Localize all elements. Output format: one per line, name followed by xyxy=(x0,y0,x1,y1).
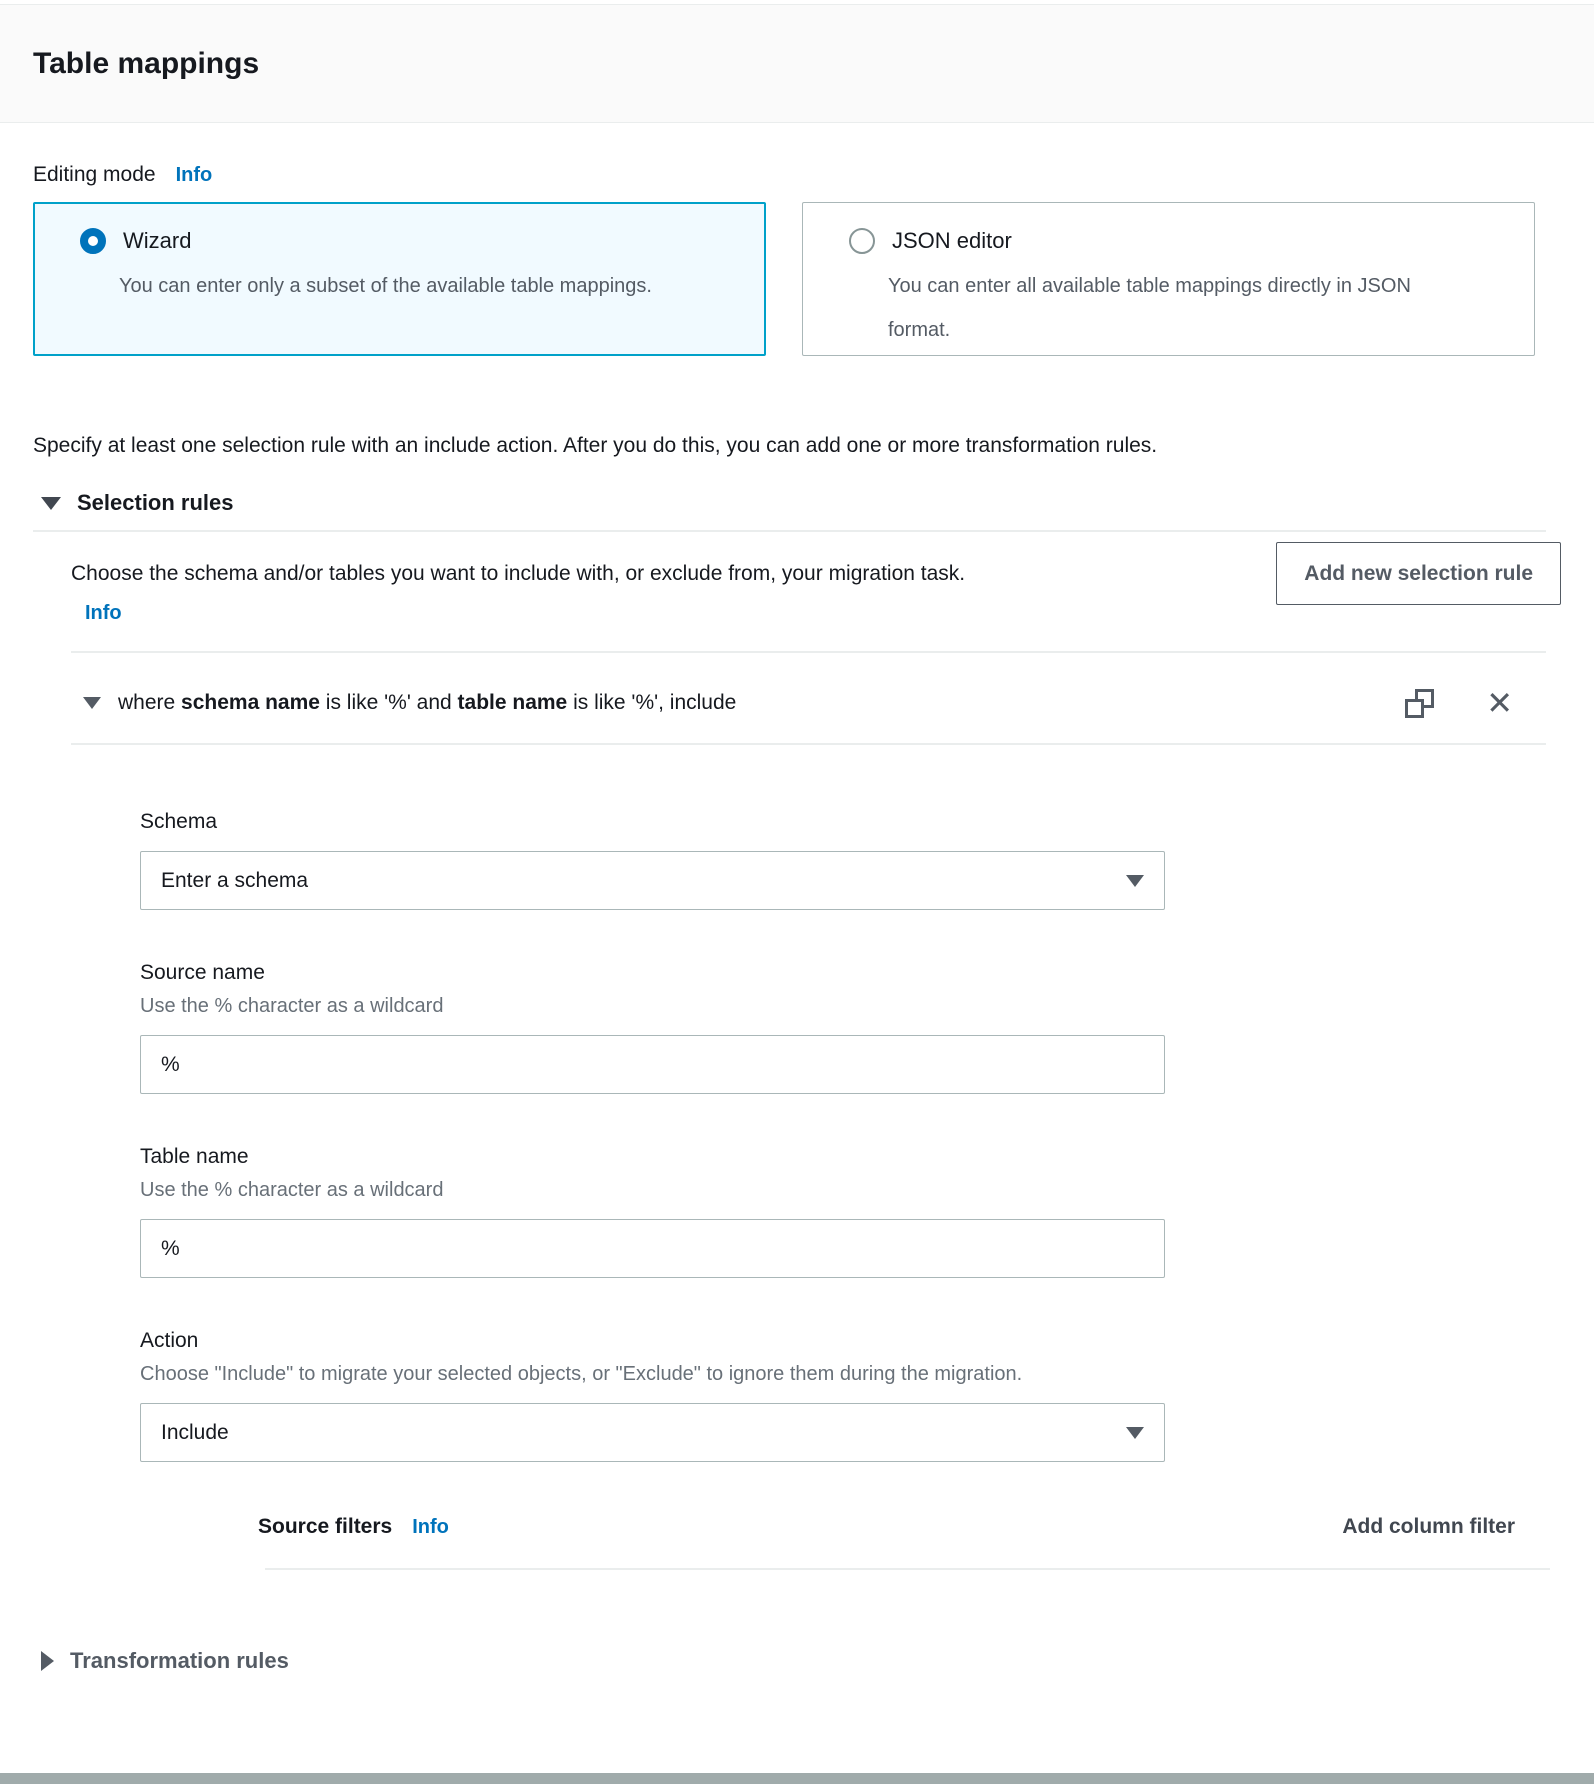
chevron-down-icon[interactable] xyxy=(83,697,101,709)
json-editor-option-label: JSON editor xyxy=(892,228,1012,253)
remove-rule-icon[interactable]: ✕ xyxy=(1486,685,1513,721)
add-selection-rule-button[interactable]: Add new selection rule xyxy=(1276,542,1561,605)
editing-mode-options xyxy=(33,202,1561,356)
summary-part: is like '%', include xyxy=(567,691,737,714)
divider xyxy=(265,1568,1550,1570)
panel-header xyxy=(0,4,1594,123)
transformation-rules-header[interactable] xyxy=(41,1648,1561,1674)
source-name-hint: Use the % character as a wildcard xyxy=(140,995,444,1017)
schema-select-value: Enter a schema xyxy=(161,868,309,892)
editing-mode-option-wizard[interactable] xyxy=(33,202,766,356)
schema-label: Schema xyxy=(140,810,218,833)
wizard-radio-selected-icon[interactable] xyxy=(80,228,106,254)
caret-down-icon xyxy=(1126,875,1144,887)
source-filters-info-link[interactable]: Info xyxy=(412,1516,449,1538)
table-name-input[interactable] xyxy=(140,1219,1165,1278)
editing-mode-option-json-editor[interactable] xyxy=(802,202,1535,356)
add-column-filter-button[interactable]: Add column filter xyxy=(1342,1515,1515,1538)
duplicate-rule-icon[interactable] xyxy=(1405,689,1434,718)
rule-action-icons xyxy=(1405,687,1513,719)
json-editor-option-head xyxy=(849,228,1510,254)
action-select-value: Include xyxy=(161,1420,229,1444)
copy-icon-front xyxy=(1405,699,1424,718)
json-editor-radio-icon[interactable] xyxy=(849,228,875,254)
summary-part: is like '%' and xyxy=(319,691,458,714)
summary-table-name: table name xyxy=(457,691,568,714)
source-name-input[interactable] xyxy=(140,1035,1165,1094)
divider xyxy=(33,530,1546,532)
action-select[interactable] xyxy=(140,1403,1165,1462)
source-filters-row xyxy=(258,1512,1515,1542)
divider xyxy=(71,743,1546,745)
selection-rule-form xyxy=(140,809,1561,1570)
selection-rules-description xyxy=(71,542,986,633)
editing-mode-info-link[interactable]: Info xyxy=(175,164,213,186)
table-name-field-group xyxy=(140,1144,1165,1278)
caret-down-icon xyxy=(1126,1427,1144,1439)
summary-schema-name: schema name xyxy=(181,691,320,714)
table-name-hint: Use the % character as a wildcard xyxy=(140,1179,444,1201)
editing-mode-label: Editing mode xyxy=(33,163,156,186)
window-bottom-bar xyxy=(0,1773,1594,1784)
schema-field-group xyxy=(140,809,1165,910)
panel-content xyxy=(0,163,1594,1674)
selection-rules-description-row xyxy=(71,542,1561,633)
selection-rule-summary-row xyxy=(83,687,1561,719)
source-name-field-group xyxy=(140,960,1165,1094)
editing-mode-row xyxy=(33,163,1561,187)
intro-text: Specify at least one selection rule with an include action. After you do this, you can add one or more transformation rules. xyxy=(33,434,1158,457)
wizard-option-description: You can enter only a subset of the available table mappings. xyxy=(119,275,652,297)
action-hint: Choose "Include" to migrate your selected objects, or "Exclude" to ignore them during the migration. xyxy=(140,1363,1023,1385)
table-name-label: Table name xyxy=(140,1145,249,1168)
selection-rules-info-link[interactable]: Info xyxy=(85,602,122,624)
wizard-option-head xyxy=(80,228,741,254)
selection-rules-title: Selection rules xyxy=(77,490,234,515)
divider xyxy=(71,651,1546,653)
selection-rule-summary xyxy=(118,691,736,715)
selection-rules-description-text: Choose the schema and/or tables you want to include with, or exclude from, your migration task. xyxy=(71,562,966,585)
action-field-group xyxy=(140,1328,1165,1462)
selection-rules-header[interactable] xyxy=(41,490,1561,516)
transformation-rules-title: Transformation rules xyxy=(70,1648,289,1673)
chevron-down-icon xyxy=(41,497,61,510)
json-editor-option-description: You can enter all available table mappings directly in JSON format. xyxy=(888,275,1411,341)
schema-select[interactable] xyxy=(140,851,1165,910)
source-filters-title: Source filters xyxy=(258,1515,393,1538)
source-filters-left xyxy=(258,1515,449,1539)
wizard-option-label: Wizard xyxy=(123,228,192,253)
action-label: Action xyxy=(140,1329,199,1352)
page-title: Table mappings xyxy=(33,46,260,80)
source-name-label: Source name xyxy=(140,961,265,984)
summary-part: where xyxy=(118,691,182,714)
chevron-right-icon xyxy=(41,1651,54,1671)
